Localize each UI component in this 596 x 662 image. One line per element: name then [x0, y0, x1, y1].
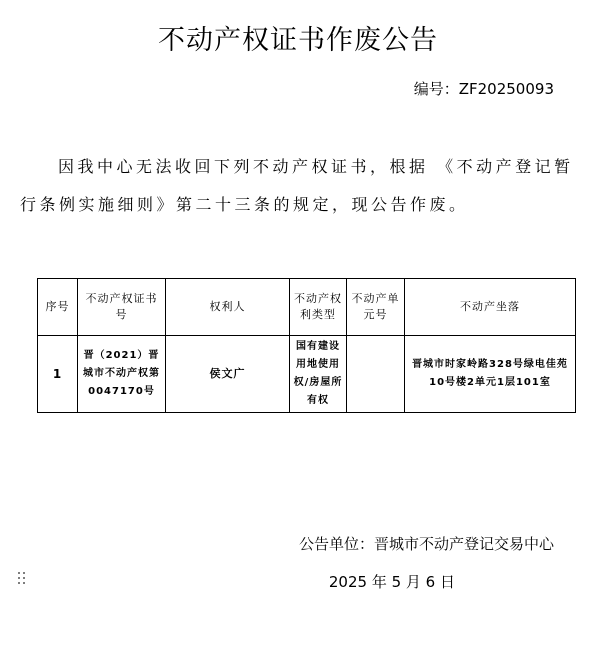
- announcement-body: 因我中心无法收回下列不动产权证书，根据 《不动产登记暂行条例实施细则》第二十三条的规定，现公告作废。: [20, 157, 574, 214]
- document-title: 不动产权证书作废公告: [158, 25, 438, 56]
- cell-right-holder: 侯文广: [166, 336, 290, 413]
- certificate-table: [37, 278, 576, 413]
- table-row: [38, 336, 576, 413]
- cell-right-type: 国有建设用地使用权/房屋所有权: [290, 336, 347, 413]
- document-number: 编号：ZF20250093: [413, 80, 554, 98]
- header-index: 序号: [38, 279, 78, 336]
- cell-unit-number: [347, 336, 405, 413]
- header-right-type: 不动产权利类型: [290, 279, 347, 336]
- header-unit-number: 不动产单元号: [347, 279, 405, 336]
- cell-location: 晋城市时家岭路328号绿电佳苑10号楼2单元1层101室: [405, 336, 576, 413]
- table-header-row: [38, 279, 576, 336]
- header-certificate-number: 不动产权证书号: [78, 279, 166, 336]
- header-location: 不动产坐落: [405, 279, 576, 336]
- cell-index: 1: [38, 336, 78, 413]
- issuer: 公告单位：晋城市不动产登记交易中心: [298, 535, 554, 553]
- header-right-holder: 权利人: [166, 279, 290, 336]
- issue-date: 2025 年 5 月 6 日: [328, 573, 455, 591]
- cell-certificate-number: 晋（2021）晋城市不动产权第0047170号: [78, 336, 166, 413]
- drag-handle-icon[interactable]: [18, 572, 26, 586]
